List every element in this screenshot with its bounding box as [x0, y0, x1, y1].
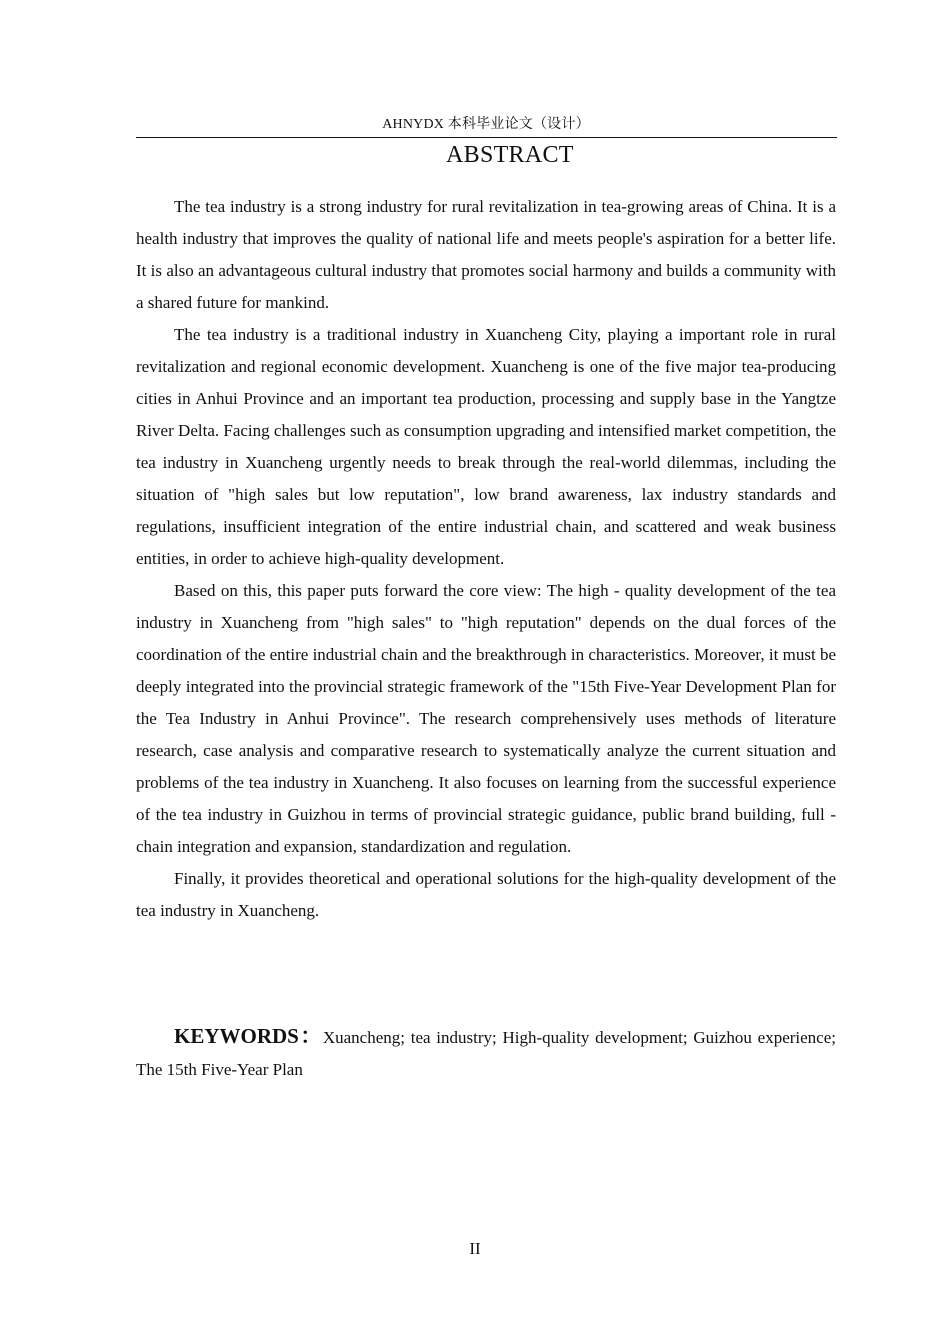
running-header: AHNYDX 本科毕业论文（设计） [382, 117, 590, 132]
abstract-body [136, 191, 836, 927]
keywords-label: KEYWORDS： [174, 1024, 323, 1048]
header-rule [136, 137, 837, 138]
abstract-title: ABSTRACT [446, 142, 574, 168]
abstract-paragraph-1: The tea industry is a strong industry for rural revitalization in tea-growing areas of China. It is a health industry that improves the quality of national life and meets people's aspiration for a better life. It is also an advantageous cultural industry that promotes social harmony and builds a community with a shared future for mankind. [136, 197, 836, 312]
page-number: II [469, 1239, 481, 1258]
keywords-text: Xuancheng; tea industry; High-quality development; Guizhou experience; The 15th Five-Year Plan [136, 1028, 836, 1079]
keywords-line [136, 1020, 836, 1086]
abstract-paragraph-3: Based on this, this paper puts forward the core view: The high - quality development of the tea industry in Xuancheng from "high sales" to "high reputation" depends on the dual forces of the coordination of the entire industrial chain and the breakthrough in characteristics. Moreover, it must be deeply integrated into the provincial strategic framework of the "15th Five-Year Development Plan for the Tea Industry in Anhui Province". The research comprehensively uses methods of literature research, case analysis and comparative research to systematically analyze the current situation and problems of the tea industry in Xuancheng. It also focuses on learning from the successful experience of the tea industry in Guizhou in terms of provincial strategic guidance, public brand building, full - chain integration and expansion, standardization and regulation. [136, 581, 836, 856]
abstract-paragraph-2: The tea industry is a traditional industry in Xuancheng City, playing a important role in rural revitalization and regional economic development. Xuancheng is one of the five major tea-producing cities in Anhui Province and an important tea production, processing and supply base in the Yangtze River Delta. Facing challenges such as consumption upgrading and intensified market competition, the tea industry in Xuancheng urgently needs to break through the real-world dilemmas, including the situation of "high sales but low reputation", low brand awareness, lax industry standards and regulations, insufficient integration of the entire industrial chain, and scattered and weak business entities, in order to achieve high-quality development. [136, 325, 836, 568]
abstract-paragraph-4: Finally, it provides theoretical and operational solutions for the high-quality development of the tea industry in Xuancheng. [136, 869, 836, 920]
